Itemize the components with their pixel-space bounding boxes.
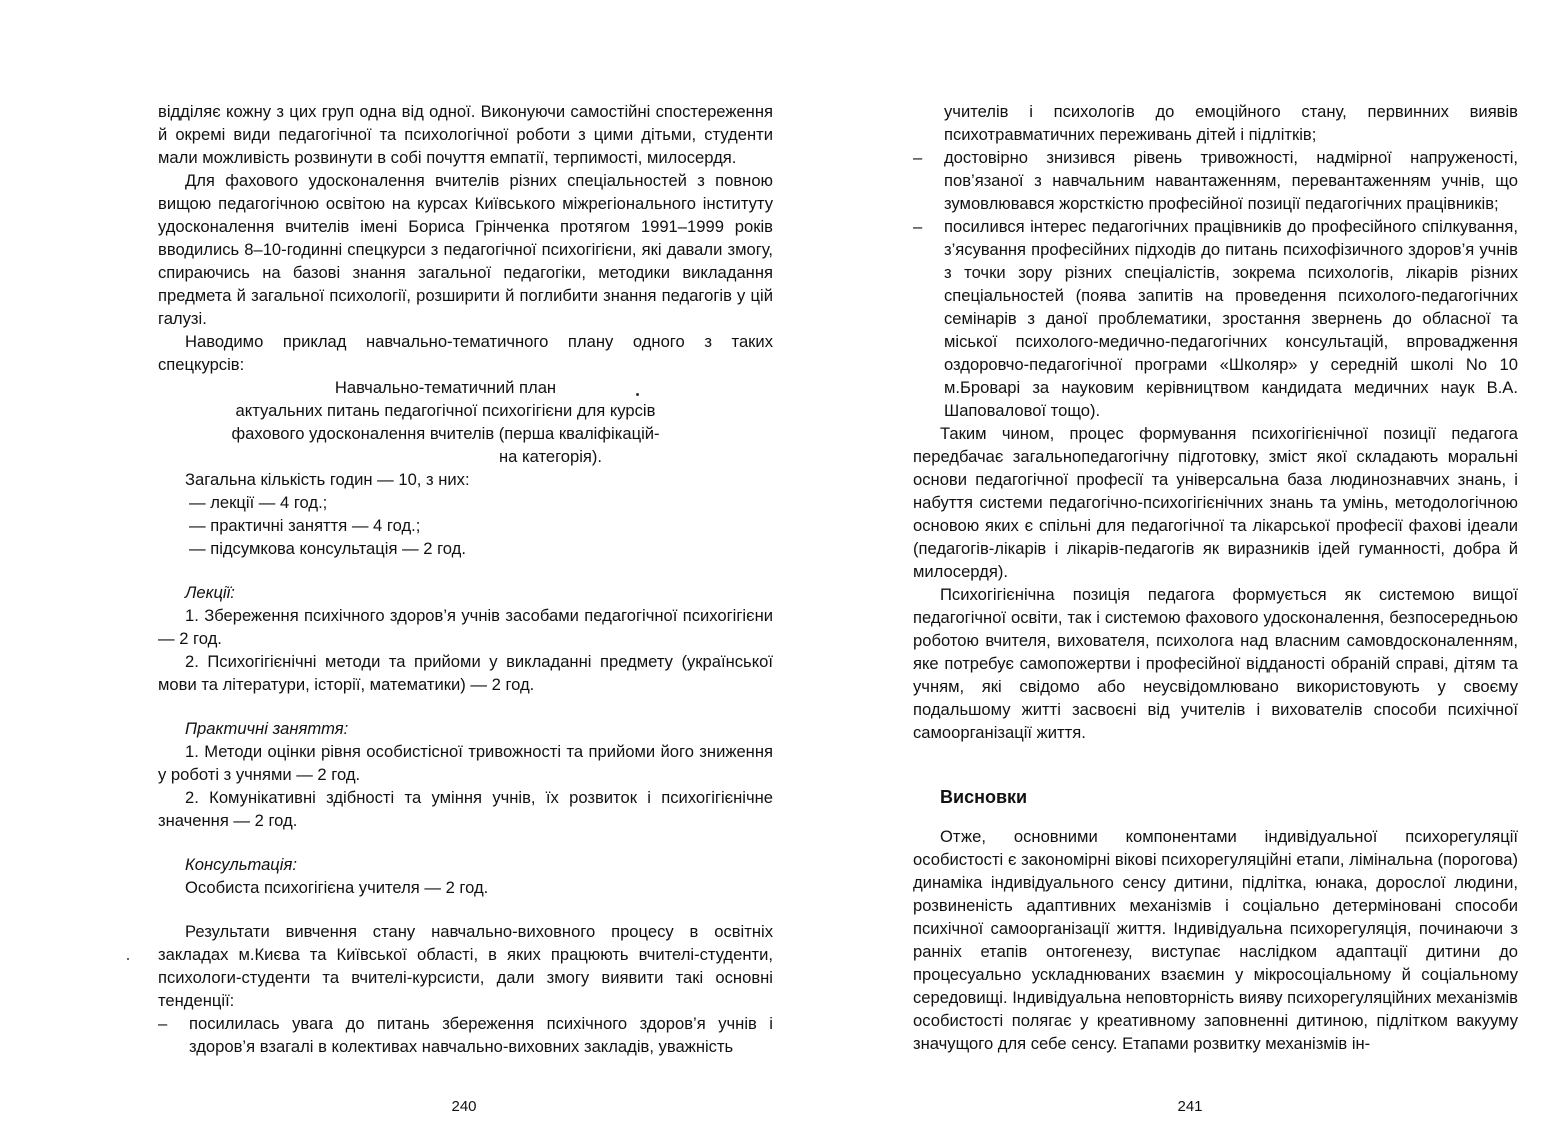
paragraph-results: Результати вивчення стану навчально-виховного процесу в освітніх закладах м.Києва та Київської області, в яких працюють вчителі-студенти, психологи-студенти та вчителі-курсисти, дали змогу виявити такі основні тенденції:: [158, 922, 773, 1010]
dash-marker: –: [913, 148, 923, 167]
hours-item: — лекції — 4 год.;: [189, 493, 328, 512]
lectures-heading: Лекції:: [185, 583, 235, 602]
lecture-item: 1. Збереження психічного здоров’я учнів засобами педагогічної психогігієни — 2 год.: [158, 606, 773, 648]
hours-item: — підсумкова консультація — 2 год.: [189, 539, 466, 558]
trend-item: [158, 1012, 773, 1058]
paragraph-thus: Таким чином, процес формування психогігієнічної позиції педагога передбачає загальнопедагогічну підготовку, зміст якої складають моральні основи педагогічної професії та універсальна база людинознавчих знань, і набуття системи педагогічно-психогігієнічних знань та умінь, методологічною основою яких є спільні для педагогічної та лікарської професії фахові ідеали (педагогів-лікарів і лікарів-педагогів як виразників ідей гуманності, добра й милосердя).: [913, 424, 1518, 581]
lecture-item: 2. Психогігієнічні методи та прийоми у викладанні предмету (української мови та літератури, історії, математики) — 2 год.: [158, 652, 773, 694]
plan-title-line: на категорія).: [498, 447, 603, 466]
hours-item: — практичні заняття — 4 год.;: [189, 516, 421, 535]
consult-item: Особиста психогігієна учителя — 2 год.: [185, 878, 489, 897]
plan-title-line: фахового удосконалення вчителів (перша кваліфікацій-: [231, 424, 660, 443]
trend-text: посилився інтерес педагогічних працівників до професійного спілкування, з’ясування професійних підходів до питань психофізичного здоров’я учнів з точки зору різних спеціалістів, зокрема психологів, лікарів різних спеціальностей (поява запитів на проведення психолого-педагогічних семінарів з даної проблематики, зростання звернень до обласної та міської психолого-медично-педагогічних консультацій, впровадження оздоровчо-педагогічної програми «Школяр» у середній школі No 10 м.Броварі за науковим керівництвом кандидата медичних наук В.А. Шаповалової тощо).: [944, 217, 1518, 420]
paragraph-position: Психогігієнічна позиція педагога формується як системою вищої педагогічної освіти, так і системою фахового удосконалення, безпосередньою роботою вчителя, вихователя, психолога над власним самовдосконаленням, яке потребує самопожертви і професійної відданості обраній справі, дітям та учням, які свідомо або неусвідомлювано використовують у своєму подальшому житті засвоєні від учителів і вихователів способи психічної самоорганізації життя.: [913, 585, 1518, 742]
dash-marker: –: [158, 1014, 168, 1033]
right-page-text: [913, 100, 1518, 1055]
hours-total: Загальна кількість годин — 10, з них:: [185, 470, 470, 489]
trend-item: [913, 215, 1518, 422]
right-page: [772, 0, 1544, 1143]
paragraph-conclusion: Отже, основними компонентами індивідуальної психорегуляції особистості є закономірні вікові психорегуляційні етапи, лімінальна (порогова) динаміка індивідуального сенсу дитини, підлітка, юнака, дорослої людини, розвиненість адаптивних механізмів і соціально детерміновані способи психічної самоорганізації життя. Індивідуальна психорегуляція, починаючи з ранніх етапів онтогенезу, виступає наслідком адаптації дитини до процесуально ускладнюваних взаємин у мікросоціальному й соціальному середовищі. Індивідуальна неповторність вияву психорегуляційних механізмів особистості полягає у креативному заповненні дитиною, підлітком вакууму значущого для себе сенсу. Етапами розвитку механізмів ін-: [913, 827, 1518, 1053]
plan-title-line: Навчально-тематичний план: [334, 378, 557, 397]
left-page-text: [158, 100, 773, 1058]
print-speck: [636, 393, 639, 396]
paragraph-continued: відділяє кожну з цих груп одна від одної. Виконуючи самостійні спостереження й окремі види педагогічної та психологічної роботи з цими дітьми, студенти мали можливість розвинути в собі почуття емпатії, терпимості, милосердя.: [158, 102, 773, 167]
plan-title: [158, 376, 773, 468]
dash-marker: –: [913, 217, 923, 236]
practice-heading: Практичні заняття:: [185, 719, 349, 738]
practice-item: 2. Комунікативні здібності та уміння учнів, їх розвиток і психогігієнічне значення — 2 год.: [158, 788, 773, 830]
practice-item: 1. Методи оцінки рівня особистісної тривожності та прийоми його зниження у роботі з учнями — 2 год.: [158, 742, 773, 784]
paragraph-courses: Для фахового удосконалення вчителів різних спеціальностей з повною вищою педагогічною освітою на курсах Київського міжрегіонального інституту удосконалення вчителів імені Бориса Грінченка протягом 1991–1999 років вводились 8–10-годинні спецкурси з педагогічної психогігієни, які давали змогу, спираючись на базові знання загальної педагогіки, методики викладання предмета й загальної психології, розширити й поглибити знання педагогів у цій галузі.: [158, 171, 773, 328]
section-title: Висновки: [940, 787, 1028, 807]
trend-item: [913, 146, 1518, 215]
plan-title-line: актуальних питань педагогічної психогігієни для курсів: [235, 401, 656, 420]
trend-text: достовірно знизився рівень тривожності, надмірної напруженості, пов’язаної з навчальним навантаженням, перевантаженням учнів, що зумовлювався жорсткістю професійної позиції педагогічних працівників;: [944, 148, 1518, 213]
print-speck: [127, 958, 129, 960]
paragraph-example: Наводимо приклад навчально-тематичного плану одного з таких спецкурсів:: [158, 332, 773, 374]
consult-heading: Консультація:: [185, 855, 297, 874]
trend-text: посилилась увага до питань збереження психічного здоров’я учнів і здоров’я взагалі в колективах навчально-виховних закладів, уважність: [189, 1014, 773, 1056]
page-number: 241: [1177, 1098, 1203, 1115]
page-number: 240: [451, 1098, 477, 1115]
trend-continued: учителів і психологів до емоційного стану, первинних виявів психотравматичних переживань дітей і підлітків;: [944, 102, 1518, 144]
